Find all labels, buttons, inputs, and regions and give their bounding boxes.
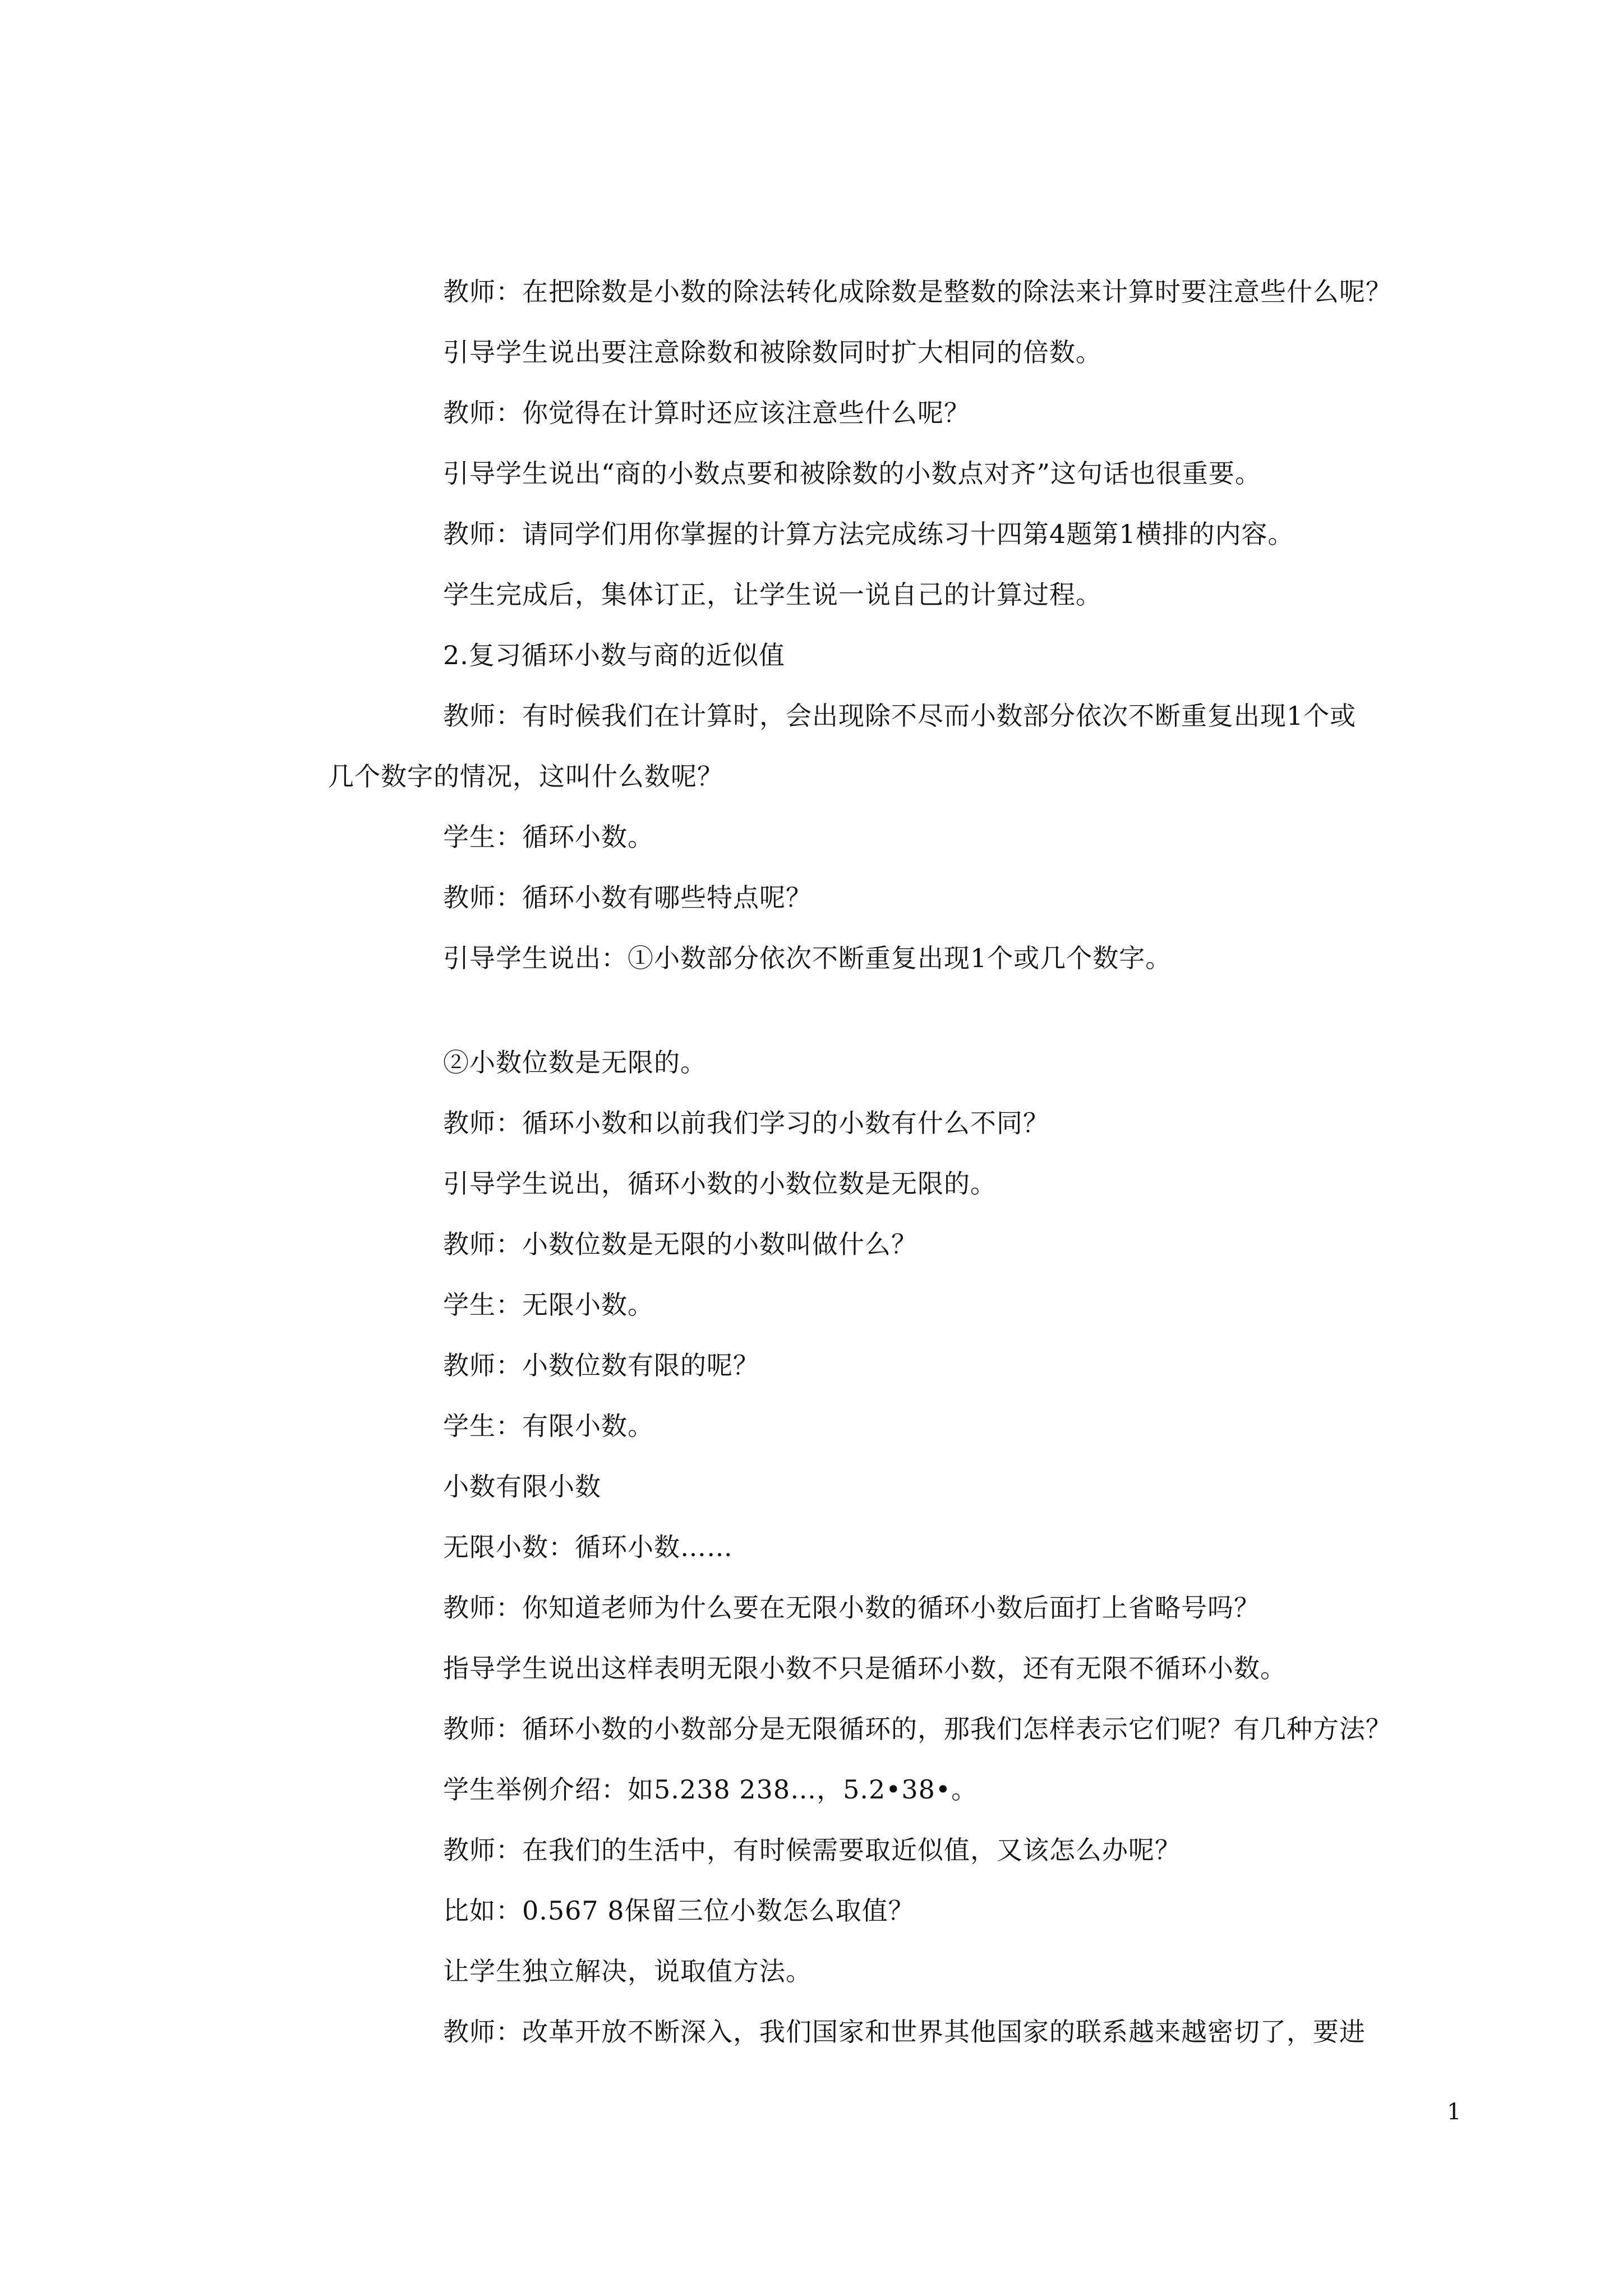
paragraph-line: 教师：在我们的生活中，有时候需要取近似值，又该怎么办呢？ bbox=[443, 1835, 1181, 1865]
paragraph-line: 教师：循环小数和以前我们学习的小数有什么不同？ bbox=[443, 1108, 1049, 1138]
paragraph-line: 教师：你知道老师为什么要在无限小数的循环小数后面打上省略号吗？ bbox=[443, 1593, 1260, 1623]
paragraph-line: 教师：在把除数是小数的除法转化成除数是整数的除法来计算时要注意些什么呢？ bbox=[443, 277, 1392, 307]
paragraph-line: 学生完成后，集体订正，让学生说一说自己的计算过程。 bbox=[443, 579, 1102, 610]
paragraph-line: 教师：改革开放不断深入，我们国家和世界其他国家的联系越来越密切了，要进 bbox=[443, 2017, 1366, 2047]
paragraph-line: 教师：有时候我们在计算时，会出现除不尽而小数部分依次不断重复出现1个或 bbox=[443, 701, 1357, 731]
paragraph-line: 学生：无限小数。 bbox=[443, 1290, 654, 1320]
paragraph-line: 学生举例介绍：如5.238 238…，5.2•38•。 bbox=[443, 1774, 978, 1805]
paragraph-line: 教师：你觉得在计算时还应该注意些什么呢？ bbox=[443, 398, 970, 428]
section-heading: 2.复习循环小数与商的近似值 bbox=[443, 640, 785, 670]
paragraph-line: 引导学生说出“商的小数点要和被除数的小数点对齐”这句话也很重要。 bbox=[443, 458, 1262, 489]
paragraph-line: 教师：请同学们用你掌握的计算方法完成练习十四第4题第1横排的内容。 bbox=[443, 519, 1294, 549]
paragraph-line: 学生：循环小数。 bbox=[443, 822, 654, 852]
paragraph-line: 小数有限小数 bbox=[443, 1471, 601, 1502]
paragraph-line: 教师：小数位数有限的呢？ bbox=[443, 1350, 759, 1381]
paragraph-line: 让学生独立解决，说取值方法。 bbox=[443, 1956, 812, 1986]
paragraph-line: 引导学生说出要注意除数和被除数同时扩大相同的倍数。 bbox=[443, 337, 1102, 367]
page-number: 1 bbox=[1447, 2099, 1461, 2125]
paragraph-line: 无限小数：循环小数…… bbox=[443, 1532, 733, 1562]
paragraph-line: 比如：0.567 8保留三位小数怎么取值？ bbox=[443, 1895, 915, 1926]
paragraph-line: ②小数位数是无限的。 bbox=[443, 1047, 707, 1078]
paragraph-line: 指导学生说出这样表明无限小数不只是循环小数，还有无限不循环小数。 bbox=[443, 1653, 1287, 1683]
paragraph-line: 教师：循环小数有哪些特点呢？ bbox=[443, 882, 812, 913]
paragraph-line: 教师：循环小数的小数部分是无限循环的，那我们怎样表示它们呢？有几种方法？ bbox=[443, 1714, 1392, 1744]
paragraph-line: 几个数字的情况，这叫什么数呢？ bbox=[328, 761, 723, 792]
paragraph-line: 教师：小数位数是无限的小数叫做什么？ bbox=[443, 1229, 917, 1259]
paragraph-line: 学生：有限小数。 bbox=[443, 1411, 654, 1441]
paragraph-line: 引导学生说出，循环小数的小数位数是无限的。 bbox=[443, 1168, 997, 1199]
paragraph-line: 引导学生说出：①小数部分依次不断重复出现1个或几个数字。 bbox=[443, 943, 1172, 973]
